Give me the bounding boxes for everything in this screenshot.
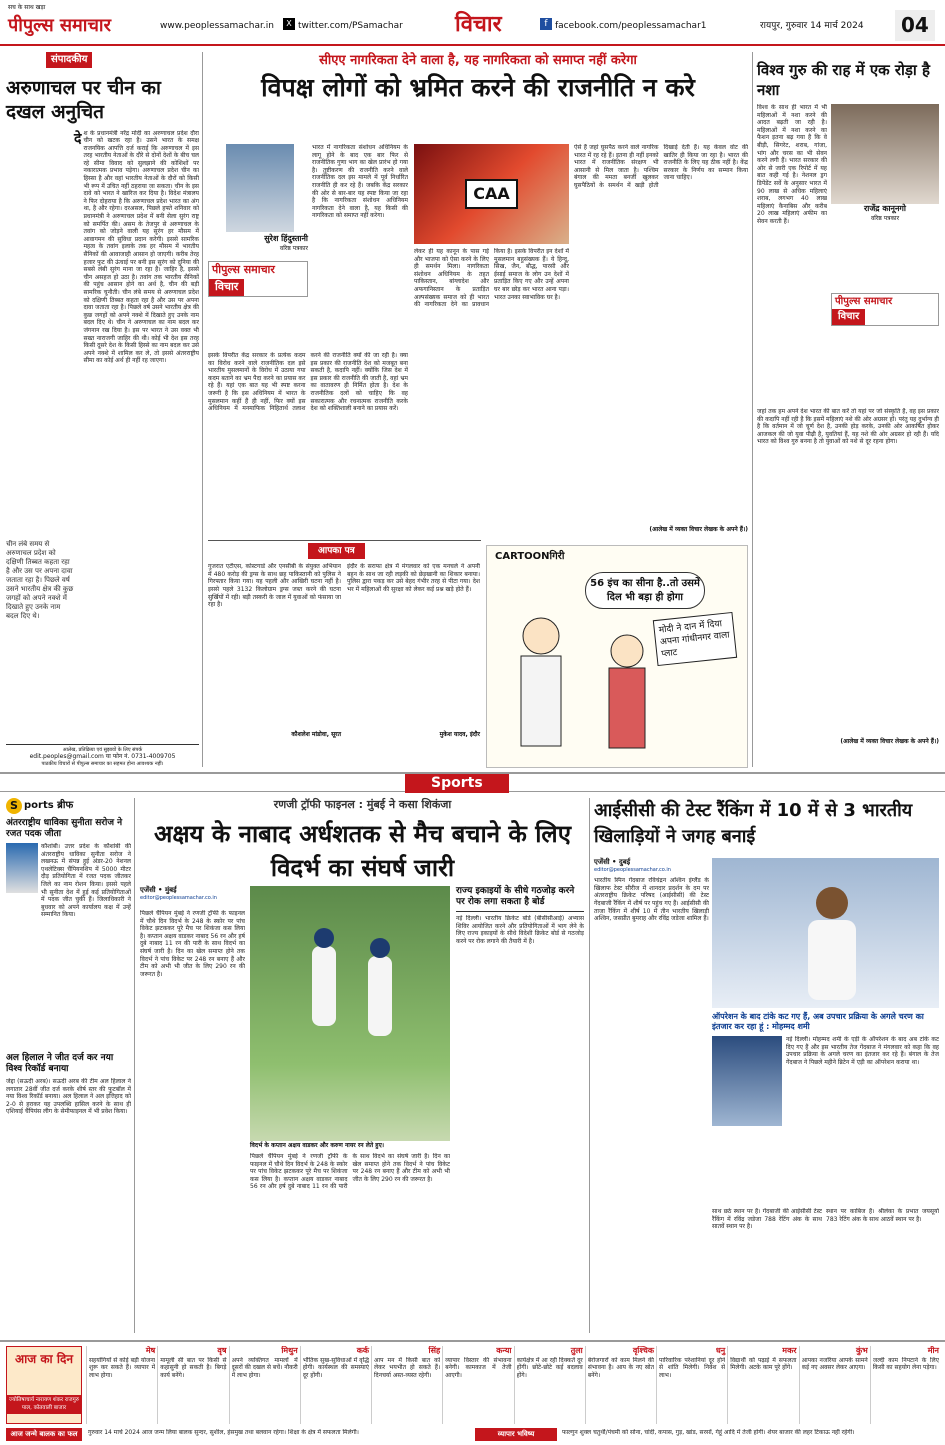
icc-body: भारतीय स्पिन गेंदबाज रविचंद्रन अश्विन इंग्लैंड के खिलाफ टेस्ट सीरीज में शानदार प्रदर्शन के दम पर अंतरराष्ट्रीय क्रिकेट परिषद (आईसीसी) की टेस्ट गेंदबाजी रैंकिंग में शीर्ष पर पहुंच गए हैं। आईसीसी की ताजा रैंकिंग में शीर्ष 10 में तीन भारतीय खिलाड़ी अश्विन, जसप्रीत बुमराह और रविंद्र जडेजा शामिल हैं। [594, 877, 709, 923]
horoscope-sign [656, 1346, 727, 1424]
editorial-title: अरुणाचल पर चीन का दखल अनुचित [6, 76, 161, 123]
side-author-name: राजेंद्र कानूनगो [864, 204, 906, 213]
author-photo [226, 144, 294, 232]
brief-1-title: अंतरराष्ट्रीय धाविका सुनीता सरोज ने रजत पदक जीता [6, 818, 123, 839]
ranji-photo [250, 886, 450, 1141]
main-col-3: लेकर ही यह कानून के पास गई और भाजपा को ऐसा करने के लिए ही समर्थन मिला। नागरिकता संशोधन अधिनियम के तहत पाकिस्तान, बांग्लादेश और अफगानिस्तान के प्रताड़ित अल्पसंख्यक समाज को ही भारत की नागरिकता देने का प्रावधान किया है। इसके विपरीत इन देशों में मुसलमान बहुसंख्यक हैं। ये हिन्दू, सिख, जैन, बौद्ध, पारसी और ईसाई समाज के लोग उन देशों में प्रताड़ित किए गए और उन्हें अपना घर बार छोड़ कर भारत आना पड़ा। भारत उनका स्वाभाविक घर है। [414, 248, 569, 309]
facebook-icon: f [540, 18, 552, 30]
brand-box [208, 261, 308, 297]
page-number: 04 [895, 10, 935, 41]
side-note: (आलेख में व्यक्त विचार लेखक के अपने हैं।) [840, 738, 939, 745]
facebook-link[interactable]: facebook.com/peoplessamachar1 [555, 21, 707, 31]
website-link[interactable]: www.peoplessamachar.in [160, 21, 274, 31]
main-col-2: इसके विपरीत केंद्र सरकार के प्रत्येक कदम का विरोध करने वाले राजनीतिक दल इसे भारतीय मुसलमानों के विरोध में उठाया गया कदम बताने का भ्रम पैदा करने का प्रयास कर रहे हैं। यहां एक बात यह भी स्पष्ट करना जरूरी है कि इस अधिनियम में भारत के मुसलमान कहीं हैं ही नहीं, फिर क्यों इस अधिनियम में मनमाफिक निहितार्थ तलाश करने की राजनीति क्यों की जा रही है। क्या इस प्रकार की राजनीति देश को मजबूत बना सकती है, कदापि नहीं। क्योंकि जिस देश में इस प्रकार की राजनीति की जाती है, वहां भ्रम का वातावरण ही निर्मित होता है। देश के राजनीतिक दलों को चाहिए कि वह सकारात्मक और रचनात्मक राजनीति करके देश को शक्तिशाली बनाने का प्रयास करें। [208, 352, 408, 413]
horoscope-astrologer: ज्योतिषाचार्य नारायण शंकर राजगुरु पाल, कोतवाली बाजार [7, 1395, 81, 1414]
cartoon-figure-left-art [511, 606, 571, 756]
main-col-1: भारत में नागरिकता संशोधन अधिनियम के लागू होने के बाद एक बार फिर से राजनीतिक गुणा भाग का खेल प्रारंभ हो गया है। तुष्टीकरण की राजनीति करने वाले राजनीतिक दल इस मामले में पूर्व निर्धारित राजनीति ही कर रहे हैं। जबकि केंद्र सरकार की ओर से बार-बार यह स्पष्ट किया जा रहा है कि नागरिकता संशोधन अधिनियम नागरिकता देने वाला है, यह किसी की नागरिकता को समाप्त नहीं करेगा। [312, 144, 408, 220]
side-body-2: जहां तक हम अपने देश भारत की बात करें तो यहां पर जो संस्कृति है, वह इस प्रकार की कदापि नहीं रही है कि इसमें महिलाएं नशे की ओर अग्रसर हों। परंतु यह दुर्भाग्य ही है कि वर्तमान में जो चूर्ण देश है, उनकी होड़ करके, उनकी ओर आकर्षित होकर आजकल की जो युवा पीढ़ी है, युवतियां हैं, यह नशे की ओर अग्रसर हो रही हैं। यदि भारत को विश्व गुरु बनना है तो युवाओं को नशे से दूर रहना होगा। [757, 408, 939, 446]
side-brand-label: विचार [832, 309, 865, 325]
main-byline-note: (आलेख में व्यक्त विचार लेखक के अपने हैं।) [649, 526, 748, 533]
sports-band [0, 772, 945, 792]
letter-1-body: गुजरात एटीएस, कोस्टगार्ड और एनसीबी के संयुक्त अभियान में 480 करोड़ की ड्रग्स के साथ छह पाकिस्तानी को पुलिस ने गिरफ्तार किया गया। यह पहली और आखिरी घटना नहीं है। इससे पहले 3132 किलोग्राम ड्रग्स जब्त करने की घटना सुर्खियों में रही। बड़ी तस्करी के जाल में युवाओं को फंसाया जा रहा है। [208, 563, 341, 609]
sports-label: Sports [405, 774, 509, 793]
ranji-sidebox [456, 886, 584, 1331]
horoscope-sign [157, 1346, 228, 1424]
side-article [757, 60, 939, 770]
main-kicker: सीएए नागरिकता देने वाला है, यह नागरिकता को समाप्त नहीं करेगा [319, 53, 637, 68]
ranji-city: मुंबई [164, 886, 177, 894]
horoscope-section [0, 1340, 945, 1445]
shami-body: नई दिल्ली। मोहम्मद शमी के एड़ी के ऑपरेशन के बाद अब टांके कट दिए गए हैं और इस भारतीय तेज गेंदबाज ने मंगलवार को कहा कि वह उपचार प्रक्रिया के अगले चरण का इंतजार कर रहे हैं। बंगाल के तेज गेंदबाज ने पिछले महीने ब्रिटेन में एड़ी का ऑपरेशन कराया था। [786, 1036, 939, 1066]
horoscope-sign-name: वृश्चिक [632, 1346, 654, 1355]
horoscope-sign-name: मिथुन [281, 1346, 298, 1355]
horoscope-sign-name: धनु [715, 1346, 726, 1355]
ranji-body-cont: पिछले चैंपियन मुंबई ने रणजी ट्रॉफी के फाइनल में चौथे दिन विदर्भ के 248 के स्कोर पर पांच विकेट झटककर पूरे मैच पर शिकंजा कस लिया है। कप्तान अक्षय वाडकर नाबाद 56 रन और हर्ष दुबे नाबाद 11 रन की पारी के साथ विदर्भ का संघर्ष जारी है। दिन का खेल समाप्त होने तक विदर्भ ने पांच विकेट पर 248 रन बनाए हैं और टीम को अभी भी जीत के लिए 290 रन की जरूरत है। [250, 1153, 450, 1191]
side-author-role: वरिष्ठ पत्रकार [870, 214, 900, 222]
horoscope-sign [371, 1346, 442, 1424]
cartoon-placard: मोदी ने दान में दिया अपना गांधीनगर वाला प्लाट [653, 612, 737, 667]
icc-player-art [712, 858, 939, 1008]
shami-photo [712, 1036, 782, 1126]
author-role: वरिष्ठ पत्रकार [279, 244, 308, 252]
side-author-photo [831, 104, 939, 204]
section-title: विचार [455, 12, 502, 37]
horoscope-sign-text: बेरोजगारों को काम मिलने की संभावना है। आय के नए स्रोत बनेंगे। [587, 1356, 654, 1379]
cartoon-box [486, 545, 748, 768]
brief-1-body: कौशांबी। उत्तर प्रदेश के कौशांबी की अंतरराष्ट्रीय धाविका सुनीता सरोज ने लखनऊ में संपन्न हुई अंडर-20 नेशनल एथलेटिक्स चैंपियनशिप में 5000 मीटर दौड़ प्रतियोगिता में रजत पदक जीतकर जिले का नाम रोशन किया। इससे पहले भी सुनीता देश में हुई कई प्रतियोगिताओं में पदक जीत चुकी हैं। जिलाधिकारी ने बुधवार को अपने कार्यालय कक्ष में उन्हें सम्मानित किया। [41, 843, 131, 919]
horoscope-sign-text: व्यापार विस्तार की संभावना बनेगी। कामकाज में तेजी आएगी। [445, 1356, 512, 1379]
trade-label: व्यापार भविष्य [475, 1428, 557, 1441]
ranji-agency-line: एजेंसी • मुंबई [140, 886, 177, 894]
author-name: सुरेश हिंदुस्तानी [264, 234, 308, 243]
editorial-body: श के प्रधानमंत्री नरेंद्र मोदी का अरुणाचल प्रदेश दौरा चीन को खटक रहा है। उसने भारत के समक्ष राजनयिक आपत्ति दर्ज कराई कि अरुणाचल में इस तरह भारतीय नेताओं के दौरे से दोनों देशों के बीच चल रहे सीमा विवाद को सुलझाने की कोशिशों पर नकारात्मक प्रभाव पड़ेगा। अरुणाचल प्रदेश चीन का हिस्सा है और वहां भारतीय नेताओं के दौरों को किसी भी रूप में उचित नहीं ठहराया जा सकता। चीन के इस दावे को भारत ने खारिज कर दिया है। विदेश मंत्रालय ने फिर दोहराया है कि अरुणाचल प्रदेश भारत का अंग था, है और रहेगा। दरअसल, पिछले हफ्ते शनिवार को प्रधानमंत्री ने अरुणाचल प्रदेश में बनी सेला सुरंग राष्ट्र को समर्पित की। असम के तेजपुर से अरुणाचल के तवांग को जोड़ने वाली यह सुरंग हर मौसम में आवागमन की सुविधा प्रदान करेगी। इससे सामरिक महत्व के तवांग इलाके तक हर मौसम में भारतीय सैनिकों की आवाजाही आसान हो जाएगी। करीब तेरह हजार फुट की ऊंचाई पर बनी इस सुरंग को दुनिया की सबसे लंबी सुरंग माना जा रहा है। जाहिर है, इससे चीन असहज हो उठा है। तवांग तक भारतीय सैनिकों की पहुंच आसान होने का अर्थ है, चीन की बड़ी सामरिक चुनौती। चीन लंबे समय से अरुणाचल प्रदेश को दक्षिणी तिब्बत कहता रहा है और उस पर अपना दावा जताता रहा है। पिछले वर्ष उसने भारतीय क्षेत्र की कुछ जगहों को अपने नक्शे में दिखाते हुए उनके नाम बदल दिए थे। चीन ने अरुणाचल का नाम बदल कर जंगनान रख दिया है। इस पर भारत ने उस वक्त भी सख्त नाराजगी जाहिर की थी। कोई भी देश इस तरह किसी दूसरे देश के किसी हिस्से का नाम बदल कर उसे अपने नक्शे में शामिल कर ले, तो इससे अंतरराष्ट्रीय सीमा का कोई अर्थ ही नहीं रह जाएगा। [83, 129, 199, 365]
horoscope-title: आज का दिन [15, 1352, 73, 1366]
editorial-pullquote-box [6, 130, 74, 740]
horoscope-sign-text: विद्यार्थी को पढ़ाई में सफलता मिलेगी। अटके काम पूरे होंगे। [730, 1356, 797, 1372]
shami-headline: ऑपरेशन के बाद टांके कट गए हैं, अब उपचार प्रक्रिया के अगले चरण का इंतजार कर रहा हूं : मोहम्मद शमी [712, 1012, 924, 1031]
icc-agency-line: एजेंसी • दुबई [594, 858, 631, 866]
masthead [0, 0, 945, 46]
horoscope-sign [442, 1346, 513, 1424]
ranji-kicker: रणजी ट्रॉफी फाइनल : मुंबई ने कसा शिकंजा [273, 798, 452, 811]
shami-tail-1: साथ छठे स्थान पर है। गेंदबाजी की आईसीसी टेस्ट रैंकिंग में रविंद्र जडेजा 788 रेटिंग अंक के साथ सातवें स्थान पर है। [712, 1208, 822, 1231]
horoscope-sign-name: मकर [782, 1346, 797, 1355]
horoscope-header [6, 1346, 82, 1424]
brand-tagline: सच के साथ खड़ा [8, 4, 46, 11]
ranji-article [140, 798, 585, 1336]
ranji-caption: विदर्भ के कप्तान अक्षय वाडकर और करुण नायर रन लेते हुए। [250, 1142, 385, 1149]
horoscope-sign-name: कर्क [356, 1346, 369, 1355]
horoscope-sign [86, 1346, 157, 1424]
ranji-body: पिछले चैंपियन मुंबई ने रणजी ट्रॉफी के फाइनल में चौथे दिन विदर्भ के 248 के स्कोर पर पांच विकेट झटककर पूरे मैच पर शिकंजा कस लिया है। कप्तान अक्षय वाडकर नाबाद 56 रन और हर्ष दुबे नाबाद 11 रन की पारी के साथ विदर्भ का संघर्ष जारी है। दिन का खेल समाप्त होने तक विदर्भ ने पांच विकेट पर 248 रन बनाए हैं और टीम को अभी भी जीत के लिए 290 रन की जरूरत है। [140, 910, 245, 978]
horoscope-sign [300, 1346, 371, 1424]
icc-email[interactable]: editor@peoplessamachar.co.in [594, 867, 671, 874]
main-col-4: ऐसे हैं जहां घुसपैठ करने वाले नागरिक भारत में रह रहे हैं। इतना ही नहीं इनको भारत में राजनीतिक संरक्षण भी आसानी से मिल जाता है। पश्चिम बंगाल की ममता बनर्जी खुलकर घुसपैठियों के समर्थन में खड़ी होती दिखाई देती हैं। यह केवल वोट की खातिर ही किया जा रहा है। भारत की राजनीति के लिए यह ठीक नहीं है। केंद्र सरकार के निर्णय का सम्मान किया जाना चाहिए। [574, 144, 748, 189]
horoscope-sign-text: अपने व्यक्तिगत मामलों में दूसरों की दखल से बचें। नौकरी में लाभ होगा। [231, 1356, 298, 1379]
horoscope-sign-text: मामूली सी बात पर किसी से कहासुनी हो सकती है। बिगड़े कार्य बनेंगे। [160, 1356, 227, 1379]
cartoon-figure-right-art [597, 626, 657, 756]
horoscope-sign-text: कार्यक्षेत्र में आ रही दिक्कतें दूर होंगी। छोटे-छोटे कई बदलाव होंगे। [516, 1356, 583, 1379]
shami-tail-2: स्थान पर काबिज है। श्रीलंका के प्रभात जयसूर्या 783 रेटिंग अंक के साथ आठवें स्थान पर है। [826, 1208, 939, 1223]
horoscope-sign [870, 1346, 941, 1424]
side-brand-name: पीपुल्स समाचार [835, 295, 893, 307]
main-article [208, 52, 748, 532]
side-brand-box [831, 293, 939, 326]
cartoon-figure-left [511, 606, 571, 756]
ranji-sidebox-body: नई दिल्ली। भारतीय क्रिकेट बोर्ड (बीसीसीआई) अभ्यास शिविर आयोजित करने और प्रतियोगिताओं में भाग लेने के लिए राज्य इकाइयों के सीधे विदेशी क्रिकेट बोर्ड से गठजोड़ करने पर रोक लगाने की तैयारी में है। [456, 915, 584, 945]
editorial-label: संपादकीय [46, 52, 92, 68]
cartoon-label: CARTOONगिरी [495, 551, 565, 562]
sports-brief-label: ports ब्रीफ [24, 800, 74, 812]
editorial-footer-3: पाठकीय विचारों से पीपुल्स समाचार का सहमत होना आवश्यक नहीं। [41, 761, 164, 768]
ranji-agency: एजेंसी [140, 886, 156, 894]
twitter-icon: X [283, 18, 295, 30]
horoscope-sign-name: सिंह [428, 1346, 441, 1355]
ranji-sidebox-title: राज्य इकाइयों के सीधे गठजोड़ करने पर रोक लगा सकता है बोर्ड [456, 886, 584, 912]
horoscope-sign-text: जल्दी काम निपटाने के लिए किसी का सहयोग लेना पड़ेगा। [872, 1356, 939, 1372]
sports-brief [6, 798, 131, 1336]
twitter-link[interactable]: twitter.com/PSamachar [298, 21, 403, 31]
horoscope-signs [86, 1346, 941, 1424]
horoscope-sign-text: सहयोगियों से कोई बड़ी योजना शुरू कर सकते हैं। व्यापार में लाभ होगा। [89, 1356, 156, 1379]
letter-2-signature: मुकेश यादव, इंदौर [439, 731, 480, 739]
icc-agency: एजेंसी [594, 858, 610, 866]
main-headline: विपक्ष लोगों को भ्रमित करने की राजनीति न करे [261, 72, 695, 102]
horoscope-sign [514, 1346, 585, 1424]
letter-1-signature: कौशलेश मांडोवा, सूरत [291, 731, 341, 739]
editorial-section [6, 52, 199, 772]
letters-box [208, 540, 481, 768]
born-text: गुरुवार 14 मार्च 2024 आज जन्म लिया बालक सुन्दर, सुशील, हंसमुख तथा बलवान रहेगा। शिक्षा के क्षेत्र में सफलता मिलेगी। [88, 1429, 359, 1436]
horoscope-sign [229, 1346, 300, 1424]
horoscope-sign [727, 1346, 798, 1424]
brief-1-photo [6, 843, 38, 893]
horoscope-sign-name: वृष [217, 1346, 227, 1355]
letter-2-body: इंदौर के सराफा क्षेत्र में मंगलवार को एक मनचले ने अपनी बहन के साथ जा रही लड़की को छेड़खानी का शिकार बनाया। पुलिस द्वारा पकड़ कर उसे बेहद गंभीर तरह से पीटा गया। देश भर में महिलाओं की सुरक्षा को लेकर कई प्रश्न खड़े होते हैं। [347, 563, 480, 593]
horoscope-sign-text: आपका नजरिया आपके सामने कई नए अवसर लेकर आएगा। [801, 1356, 868, 1372]
horoscope-sign-text: भौतिक सुख-सुविधाओं में वृद्धि होगी। कार्यस्थल की समस्याएं दूर होंगी। [302, 1356, 369, 1379]
brief-2-body: जेद्दा (सऊदी अरब)। सऊदी अरब की टीम अल हिलाल ने लगातार 28वीं जीत दर्ज करके शीर्ष स्तर की फुटबॉल में नया विश्व रिकॉर्ड बनाया। अल हिलाल ने अल इत्तिहाद को 2-0 से हराकर यह उपलब्धि हासिल करने के साथ ही एशियाई चैंपियंस लीग के सेमीफाइनल में भी प्रवेश किया। [6, 1078, 131, 1116]
brief-2-title: अल हिलाल ने जीत दर्ज कर नया विश्व रिकॉर्ड बनाया [6, 1053, 114, 1074]
caa-photo [414, 144, 569, 244]
caa-label: CAA [465, 179, 518, 209]
side-title: विश्व गुरु की राह में एक रोड़ा है नशा [757, 61, 930, 99]
horoscope-sign-name: मीन [927, 1346, 939, 1355]
born-label: आज जन्मे बालक का फल [6, 1428, 82, 1441]
side-body-1: विश्व के साथ ही भारत में भी महिलाओं में नशा करने की आदत बढ़ती जा रही है। महिलाओं में नशा करने का फैशन इतना बढ़ गया है कि वे बीड़ी, सिगरेट, शराब, गांजा, भांग और चरस का भी सेवन करने लगी हैं। भारत सरकार की ओर से जारी एक रिपोर्ट में यह बात कही गई है। नेशनल ड्रग डिपेंडेंट सर्वे के अनुसार भारत में 90 लाख से अधिक महिलाएं शराब, लगभग 40 लाख महिलाएं कैनाबिस और करीब 20 लाख महिलाएं अफीम का सेवन करती हैं। [757, 104, 827, 225]
horoscope-sign-text: आप मन में किसी बात को लेकर भयभीत हो सकते हैं। दिनचर्या अस्त-व्यस्त रहेगी। [374, 1356, 441, 1379]
horoscope-sign [799, 1346, 870, 1424]
brand-box-name: पीपुल्स समाचार [212, 262, 275, 276]
horoscope-sign-name: तुला [570, 1346, 583, 1355]
brand-logo: पीपुल्स समाचार [8, 15, 111, 36]
horoscope-sign-name: कन्या [496, 1346, 512, 1355]
brand-box-label: विचार [209, 279, 244, 296]
letters-title: आपका पत्र [308, 543, 365, 559]
cartoon-speech: 56 इंच का सीना है..तो उसमें दिल भी बड़ा ही होगा [585, 572, 705, 609]
horoscope-sign-name: कुंभ [855, 1346, 868, 1355]
editorial-dropcap: दे [74, 130, 82, 147]
icc-article [594, 798, 939, 1336]
editorial-pullquote: चीन लंबे समय से अरुणाचल प्रदेश को दक्षिणी तिब्बत कहता रहा है और उस पर अपना दावा जताता रहा है। पिछले वर्ष उसने भारतीय क्षेत्र की कुछ जगहों को अपने नक्शे में दिखाते हुए उनके नाम बदल दिए थे। [6, 539, 74, 620]
editorial-footer-2[interactable]: edit.peoples@gmail.com या फोन नं. 0731-4009705 [29, 753, 176, 761]
editorial-footer-1: आलेख, प्रतिक्रिया एवं सुझावों के लिए संपर्क [62, 746, 143, 753]
icc-headline: आईसीसी की टेस्ट रैंकिंग में 10 में से 3 भारतीय खिलाड़ियों ने जगह बनाई [594, 800, 913, 847]
ranji-headline: अक्षय के नाबाद अर्धशतक से मैच बचाने के लिए विदर्भ का संघर्ष जारी [154, 819, 571, 882]
horoscope-sign [585, 1346, 656, 1424]
dateline: रायपुर, गुरुवार 14 मार्च 2024 [760, 21, 864, 31]
icc-photo [712, 858, 939, 1008]
horoscope-sign-name: मेष [145, 1346, 156, 1355]
trade-text: फाल्गुन शुक्ल चतुर्थी/पंचमी को सोना, चांदी, कपास, गुड़, खांड, सरसों, गेहूं आदि में तेजी होगी। शेयर बाजार की लहर टिकाऊ नहीं रहेगी। [562, 1429, 855, 1436]
cartoon-figure-right [597, 626, 657, 756]
sports-brief-icon: S [6, 798, 22, 814]
icc-city: दुबई [618, 858, 631, 866]
horoscope-sign-text: पारिवारिक परेशानियां दूर होने से शांति मिलेगी। निवेश से लाभ। [659, 1356, 726, 1379]
ranji-players-art [250, 886, 450, 1141]
ranji-email[interactable]: editor@peoplessamachar.co.in [140, 895, 217, 902]
